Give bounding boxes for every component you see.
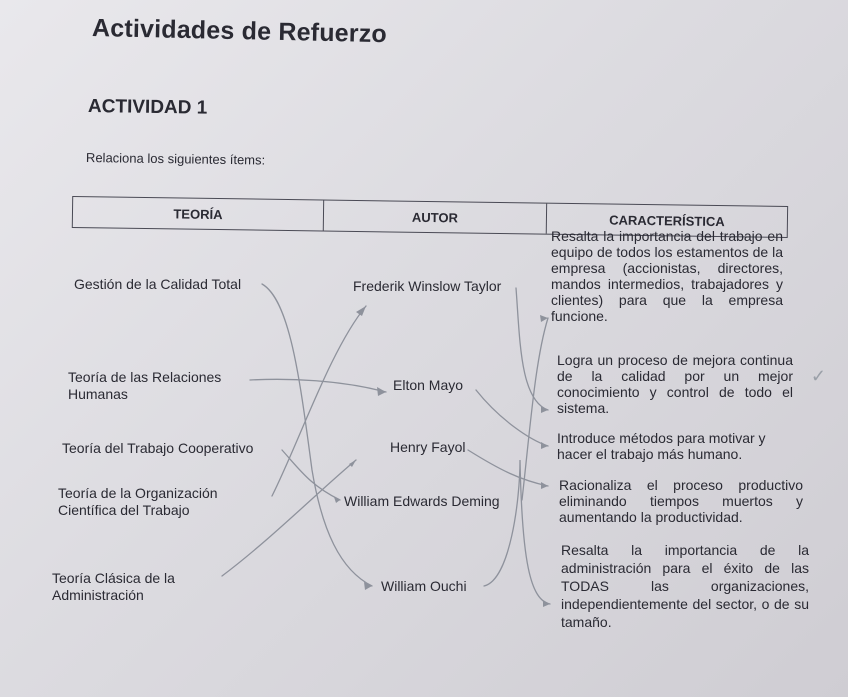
arrow-head: [377, 387, 386, 396]
theory-item[interactable]: Gestión de la Calidad Total: [74, 276, 242, 292]
pencil-line: [262, 284, 372, 586]
arrow-head: [541, 442, 548, 449]
author-item[interactable]: Henry Fayol: [390, 439, 466, 455]
characteristic-item[interactable]: Racionaliza el proceso productivo eliminando tiempos muertos y aumentando la productividad.: [559, 477, 803, 525]
characteristic-item[interactable]: Logra un proceso de mejora continua de la calidad por un mejor conocimiento y control de todo el sistema.: [557, 352, 793, 416]
author-item[interactable]: Elton Mayo: [393, 377, 464, 393]
arrow-head: [541, 406, 548, 413]
theory-item[interactable]: Teoría Clásica de la Administración: [52, 570, 175, 603]
author-item[interactable]: William Ouchi: [381, 578, 467, 594]
author-item[interactable]: William Edwards Deming: [344, 493, 500, 509]
pencil-line: [476, 390, 548, 446]
header-autor: AUTOR: [324, 201, 547, 234]
pencil-line: [516, 288, 548, 410]
arrow-head: [349, 460, 356, 467]
pencil-line: [484, 460, 550, 604]
activity-heading: ACTIVIDAD 1: [87, 96, 208, 119]
characteristic-item[interactable]: Resalta la importancia del trabajo en equipo de todos los estamentos de la empresa (accionistas, directores, mandos intermedios, trabajadores y clientes) para que la empresa funcione.: [551, 228, 783, 324]
theory-item[interactable]: Teoría de las Relaciones Humanas: [68, 369, 222, 402]
instruction-text: Relaciona los siguientes ítems:: [85, 150, 266, 168]
pencil-line: [468, 450, 548, 486]
header-teoria: TEORÍA: [73, 197, 324, 231]
arrow-head: [541, 482, 548, 489]
page-title: Actividades de Refuerzo: [91, 14, 388, 49]
pencil-line: [250, 379, 386, 392]
characteristic-item[interactable]: Introduce métodos para motivar y hacer el trabajo más humano.: [557, 430, 766, 462]
arrow-head: [356, 306, 366, 316]
pencil-line: [282, 450, 340, 500]
theory-item[interactable]: Teoría del Trabajo Cooperativo: [62, 440, 254, 456]
pencil-line: [272, 306, 366, 496]
pencil-check-icon: ✓: [810, 366, 826, 386]
theory-item[interactable]: Teoría de la Organización Científica del Trabajo: [58, 485, 218, 518]
author-item[interactable]: Frederik Winslow Taylor: [353, 278, 502, 294]
pencil-line: [222, 460, 356, 576]
header-caracteristica: CARACTERÍSTICA: [609, 212, 725, 229]
characteristic-item[interactable]: Resalta la importancia de la administración para el éxito de las TODAS las organizaciones, independientemente del sector, o de su tamaño.: [561, 542, 809, 630]
arrow-head: [543, 600, 550, 607]
